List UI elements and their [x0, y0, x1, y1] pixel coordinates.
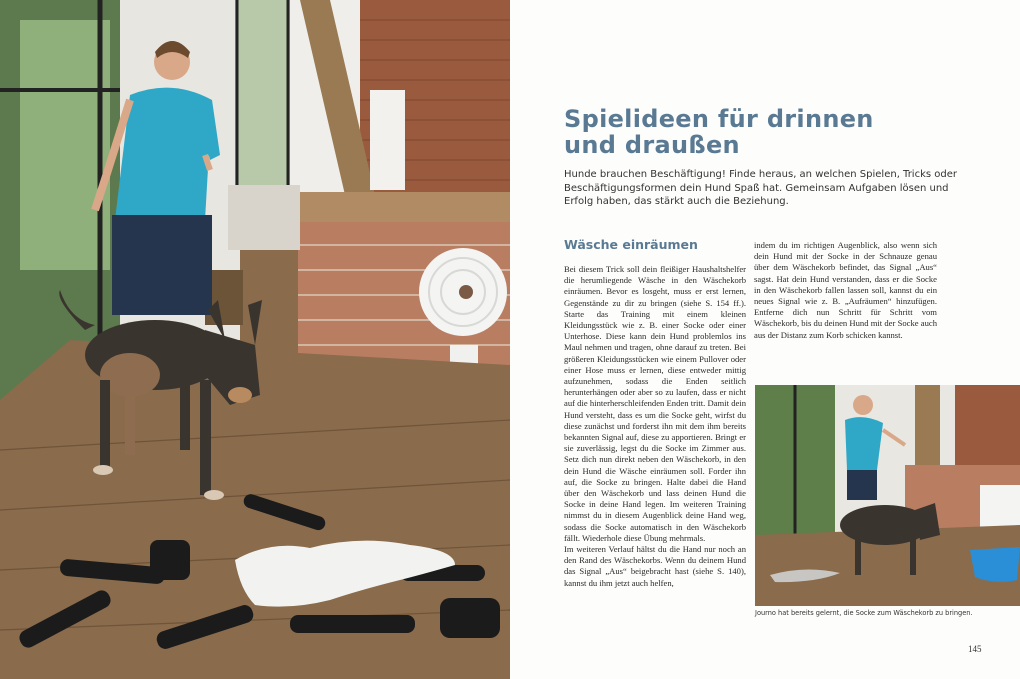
intro-text: Hunde brauchen Beschäftigung! Finde heraus, an welchen Spielen, Tricks oder Beschäftigungsformen dein Hund Spaß hat. Gemeinsam Aufgaben lösen und Erfolg haben, das stärkt auch die Beziehung. [564, 169, 957, 207]
text-column-2 [754, 240, 937, 341]
page-number: 145 [968, 644, 982, 654]
paragraph: Bei diesem Trick soll dein fleißiger Haushaltshelfer die herumliegende Wäsche in den Wäschekorb einräumen. Bevor es losgeht, muss er erst lernen, Gegenstände zu dir zu bringen (siehe S. 154 ff.). Starte das Training mit einem kleinen Kleidungsstück wie z. B. einer Socke oder einer Unterhose. Diese kann dein Hund problemlos ins Maul nehmen und tragen, ohne darauf zu treten. Bei größeren Kleidungsstücken wie einem Pullover oder einer Hose muss er lernen, diese entweder mittig aufzunehmen, sodass die Enden seitlich herunterhängen oder aber so zu laufen, dass er nicht auf die hinterherschleifenden Enden tritt. Damit dein Hund versteht, dass es um die Socke geht, wirfst du diese zunächst und forderst ihn mit dem ihm bereits bekannten Signal auf, diese zu apportieren. Bringt er sie zuverlässig, legst du die Socke im Zimmer aus. Setz dich nun direkt neben den Wäschekorb, in den dein Hund die Wäsche einräumen soll. Forder ihn auf, die Socke zu bringen. Halte dabei die Hand über den Wäschekorb und lass deinen Hund die Socke in deine Hand legen. Im weiteren Training nimmst du in diesem Augenblick deine Hand weg, sodass die Socke automatisch in den Wäschekorb fällt. Wiederhole diese Übung mehrmals. [564, 264, 746, 543]
paragraph: Im weiteren Verlauf hältst du die Hand nur noch an den Rand des Wäschekorbs. Wenn du deinem Hund das Signal „Aus“ beigebracht hast (siehe S. 140), kannst du ihm jetzt auch helfen, [564, 544, 746, 588]
title-line-2: und draußen [564, 131, 740, 159]
paragraph: indem du im richtigen Augenblick, also wenn sich dein Hund mit der Socke in der Schnauze genau über dem Wäschekorb befindet, das Signal „Aus“ sagst. Hat dein Hund verstanden, dass er die Socke in den Wäschekorb fallen lassen soll, kannst du ein neues Signal wie z. B. „Aufräumen“ hinzufügen. Entferne dich nun Schritt für Schritt vom Wäschekorb, bis du deinen Hund mit der Socke auch aus der Distanz zum Korb schicken kannst. [754, 240, 937, 340]
photo-caption: Journo hat bereits gelernt, die Socke zum Wäschekorb zu bringen. [755, 609, 973, 617]
section-heading: Wäsche einräumen [564, 237, 698, 252]
title-line-1: Spielideen für drinnen [564, 105, 874, 133]
right-page [510, 0, 1020, 679]
text-column-1 [564, 264, 746, 589]
photo-scene-illustration-small [755, 385, 1020, 606]
secondary-photo [755, 385, 1020, 606]
page-title [564, 106, 984, 158]
